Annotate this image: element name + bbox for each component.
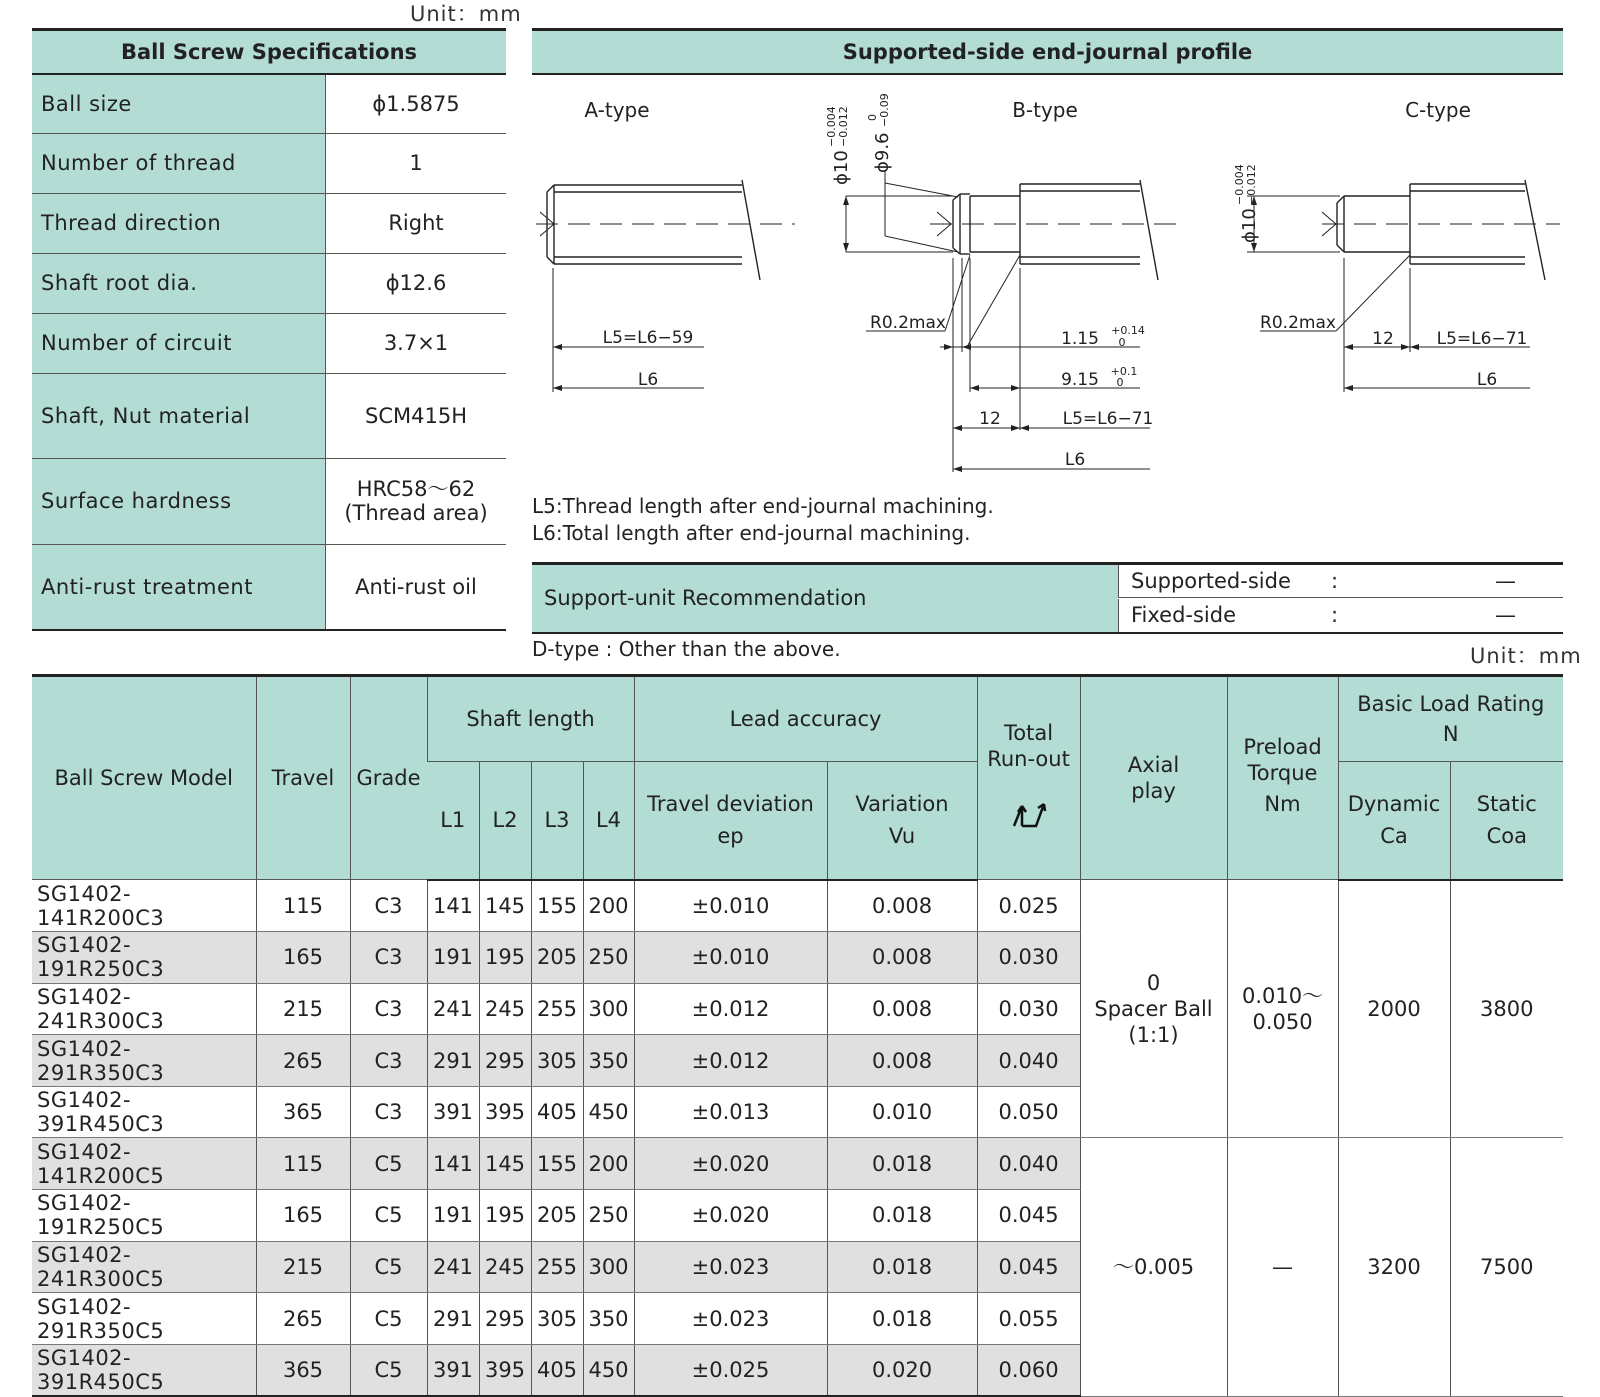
header-shaft-length: Shaft length xyxy=(427,676,634,762)
cell-runout: 0.045 xyxy=(977,1190,1080,1242)
cell-runout: 0.045 xyxy=(977,1241,1080,1293)
b-dim-l5: L5=L6−71 xyxy=(1062,409,1154,429)
cell-ep: ±0.010 xyxy=(634,880,827,932)
cell-runout: 0.030 xyxy=(977,932,1080,984)
header-preload-line: Preload xyxy=(1243,735,1322,759)
header-travel-deviation-symbol: ep xyxy=(717,824,744,849)
table-row xyxy=(32,880,1563,932)
cell-l3: 205 xyxy=(531,932,583,984)
cell-axial-play xyxy=(1080,880,1227,1138)
cell-l3: 255 xyxy=(531,983,583,1035)
b-dim-915-tol-low: 0 xyxy=(1116,376,1124,389)
b-phi96-label: ϕ9.6 xyxy=(872,132,893,173)
c-radius-label: R0.2max xyxy=(1260,313,1336,333)
cell-static-load-line: 3800 xyxy=(1480,996,1534,1021)
cell-model: SG1402-391R450C3 xyxy=(32,1086,256,1138)
header-dynamic xyxy=(1338,762,1450,880)
b-phi10-tol: −0.004 xyxy=(825,106,838,147)
header-variation xyxy=(827,762,977,880)
cell-grade: C3 xyxy=(350,1035,427,1087)
cell-l4: 300 xyxy=(583,983,634,1035)
header-axial-line: Axial xyxy=(1127,753,1180,777)
cell-l4: 300 xyxy=(583,1241,634,1293)
cell-vu: 0.018 xyxy=(827,1138,977,1190)
fixed-side-row xyxy=(1118,599,1563,632)
unit-label-top: Unit：mm xyxy=(410,2,522,26)
cell-l2: 295 xyxy=(479,1035,531,1087)
header-variation-symbol: Vu xyxy=(888,824,916,849)
profile-title: Supported-side end-journal profile xyxy=(532,28,1563,75)
cell-preload-torque xyxy=(1227,880,1338,1138)
c-phi10-tol-low: −0.012 xyxy=(1245,164,1258,205)
cell-l1: 241 xyxy=(427,983,479,1035)
b-dim-915-tol: +0.1 xyxy=(1110,365,1138,378)
cell-travel: 115 xyxy=(256,1138,350,1190)
header-static xyxy=(1450,762,1563,880)
spec-value: SCM415H xyxy=(326,373,507,458)
fixed-side-value: — xyxy=(1495,603,1516,627)
spec-value: 1 xyxy=(326,133,507,193)
cell-runout: 0.060 xyxy=(977,1344,1080,1396)
header-runout-line: Run-out xyxy=(987,747,1070,771)
cell-l2: 195 xyxy=(479,932,531,984)
b-dim-915: 9.15 xyxy=(1061,370,1099,390)
b-dim-115-tol: +0.14 xyxy=(1111,324,1145,337)
b-radius-label: R0.2max xyxy=(870,313,946,333)
cell-grade: C3 xyxy=(350,880,427,932)
cell-l3: 405 xyxy=(531,1344,583,1396)
cell-runout: 0.055 xyxy=(977,1293,1080,1345)
header-travel: Travel xyxy=(256,676,350,880)
cell-l3: 155 xyxy=(531,880,583,932)
cell-l1: 241 xyxy=(427,1241,479,1293)
cell-preload-torque-line: 0.010～ xyxy=(1241,983,1324,1008)
cell-l1: 141 xyxy=(427,1138,479,1190)
cell-dynamic-load xyxy=(1338,1138,1450,1396)
cell-model: SG1402-141R200C5 xyxy=(32,1138,256,1190)
cell-l3: 305 xyxy=(531,1293,583,1345)
header-preload-torque xyxy=(1227,676,1338,880)
cell-grade: C3 xyxy=(350,983,427,1035)
dtype-note: D-type : Other than the above. xyxy=(532,637,841,661)
cell-grade: C5 xyxy=(350,1293,427,1345)
header-total-runout xyxy=(977,676,1080,880)
cell-ep: ±0.010 xyxy=(634,932,827,984)
header-variation-line: Variation xyxy=(855,792,949,817)
header-dynamic-symbol: Ca xyxy=(1380,824,1408,849)
spec-value: ϕ12.6 xyxy=(326,253,507,313)
cell-runout: 0.025 xyxy=(977,880,1080,932)
cell-l1: 391 xyxy=(427,1344,479,1396)
cell-l1: 191 xyxy=(427,932,479,984)
cell-preload-torque-line: — xyxy=(1272,1255,1294,1280)
cell-ep: ±0.020 xyxy=(634,1138,827,1190)
cell-axial-play-line: Spacer Ball xyxy=(1094,996,1213,1021)
cell-vu: 0.020 xyxy=(827,1344,977,1396)
header-axial-play xyxy=(1080,676,1227,880)
b-phi96-tol-low: −0.09 xyxy=(878,93,891,127)
cell-l3: 205 xyxy=(531,1190,583,1242)
spec-table-title: Ball Screw Specifications xyxy=(32,30,506,75)
header-dynamic-line: Dynamic xyxy=(1347,792,1441,817)
cell-preload-torque xyxy=(1227,1138,1338,1396)
spec-label: Shaft root dia. xyxy=(32,253,326,313)
header-travel-deviation-line: Travel deviation xyxy=(647,792,814,817)
cell-static-load xyxy=(1450,880,1563,1138)
cell-l4: 450 xyxy=(583,1344,634,1396)
spec-value: Anti-rust oil xyxy=(326,544,507,630)
cell-l2: 245 xyxy=(479,1241,531,1293)
cell-l1: 141 xyxy=(427,880,479,932)
spec-value: 3.7×1 xyxy=(326,313,507,373)
note-l6: L6:Total length after end-journal machining. xyxy=(532,521,971,545)
c-dim-12: 12 xyxy=(1372,329,1394,349)
cell-l2: 395 xyxy=(479,1086,531,1138)
a-type-shaft xyxy=(536,180,795,392)
support-unit-label: Support-unit Recommendation xyxy=(532,565,1118,632)
header-preload-unit: Nm xyxy=(1264,792,1301,816)
cell-l4: 250 xyxy=(583,932,634,984)
cell-vu: 0.008 xyxy=(827,880,977,932)
header-l3: L3 xyxy=(531,762,583,880)
header-runout-line: Total xyxy=(1003,721,1054,745)
b-dim-12: 12 xyxy=(979,409,1001,429)
cell-travel: 265 xyxy=(256,1035,350,1087)
header-l2: L2 xyxy=(479,762,531,880)
b-type-label: B-type xyxy=(1012,98,1078,122)
spec-value-line: HRC58～62 xyxy=(356,477,476,501)
header-lead-accuracy: Lead accuracy xyxy=(634,676,977,762)
cell-grade: C3 xyxy=(350,932,427,984)
cell-travel: 115 xyxy=(256,880,350,932)
cell-ep: ±0.020 xyxy=(634,1190,827,1242)
c-phi10-tol: −0.004 xyxy=(1233,164,1246,205)
c-type-label: C-type xyxy=(1405,98,1471,122)
header-static-symbol: Coa xyxy=(1486,824,1527,849)
cell-grade: C3 xyxy=(350,1086,427,1138)
spec-label: Surface hardness xyxy=(32,458,326,544)
cell-l4: 250 xyxy=(583,1190,634,1242)
cell-vu: 0.018 xyxy=(827,1241,977,1293)
header-axial-line: play xyxy=(1131,779,1176,803)
c-phi10-label: ϕ10 xyxy=(1239,208,1260,243)
cell-dynamic-load-line: 2000 xyxy=(1367,996,1421,1021)
header-static-line: Static xyxy=(1476,792,1537,817)
cell-dynamic-load xyxy=(1338,880,1450,1138)
spec-value-line: (Thread area) xyxy=(344,501,488,525)
cell-runout: 0.040 xyxy=(977,1035,1080,1087)
cell-model: SG1402-291R350C5 xyxy=(32,1293,256,1345)
spec-value: ϕ1.5875 xyxy=(326,74,507,133)
spec-label: Number of circuit xyxy=(32,313,326,373)
cell-grade: C5 xyxy=(350,1190,427,1242)
cell-vu: 0.008 xyxy=(827,1035,977,1087)
cell-l2: 245 xyxy=(479,983,531,1035)
cell-static-load xyxy=(1450,1138,1563,1396)
cell-ep: ±0.012 xyxy=(634,1035,827,1087)
header-l1: L1 xyxy=(427,762,479,880)
cell-l2: 145 xyxy=(479,1138,531,1190)
c-type-shaft xyxy=(1247,180,1560,392)
fixed-side-label: Fixed-side xyxy=(1131,603,1237,627)
spec-label: Thread direction xyxy=(32,193,326,253)
cell-vu: 0.018 xyxy=(827,1293,977,1345)
cell-travel: 365 xyxy=(256,1086,350,1138)
cell-vu: 0.018 xyxy=(827,1190,977,1242)
spec-value: Right xyxy=(326,193,507,253)
cell-l4: 350 xyxy=(583,1035,634,1087)
cell-travel: 215 xyxy=(256,1241,350,1293)
a-type-label: A-type xyxy=(584,98,650,122)
spec-label: Ball size xyxy=(32,74,326,133)
a-dim-l5: L5=L6−59 xyxy=(602,328,694,348)
cell-runout: 0.050 xyxy=(977,1086,1080,1138)
cell-travel: 165 xyxy=(256,1190,350,1242)
cell-runout: 0.030 xyxy=(977,983,1080,1035)
header-basic-load-rating xyxy=(1338,676,1563,762)
cell-model: SG1402-291R350C3 xyxy=(32,1035,256,1087)
cell-dynamic-load-line: 3200 xyxy=(1367,1255,1421,1280)
fixed-side-colon: : xyxy=(1331,603,1339,627)
cell-model: SG1402-191R250C3 xyxy=(32,932,256,984)
cell-grade: C5 xyxy=(350,1241,427,1293)
cell-l2: 395 xyxy=(479,1344,531,1396)
cell-vu: 0.008 xyxy=(827,983,977,1035)
header-travel-deviation xyxy=(634,762,827,880)
cell-model: SG1402-391R450C5 xyxy=(32,1344,256,1396)
cell-vu: 0.008 xyxy=(827,932,977,984)
cell-l3: 305 xyxy=(531,1035,583,1087)
cell-axial-play-line: (1:1) xyxy=(1128,1022,1179,1047)
header-load-line: Basic Load Rating xyxy=(1357,692,1545,716)
cell-preload-torque-line: 0.050 xyxy=(1252,1009,1313,1034)
cell-axial-play-line: ～0.005 xyxy=(1112,1255,1195,1280)
a-dim-l6: L6 xyxy=(637,370,659,390)
c-dim-l6: L6 xyxy=(1476,370,1498,390)
b-phi10-tol-low: −0.012 xyxy=(837,106,850,147)
cell-ep: ±0.023 xyxy=(634,1293,827,1345)
header-l4: L4 xyxy=(583,762,634,880)
cell-l1: 291 xyxy=(427,1035,479,1087)
c-dim-l5: L5=L6−71 xyxy=(1436,329,1528,349)
b-phi96-tol: 0 xyxy=(866,114,879,121)
b-phi10-label: ϕ10 xyxy=(831,150,852,185)
supported-side-label: Supported-side xyxy=(1131,569,1291,593)
cell-l4: 350 xyxy=(583,1293,634,1345)
cell-travel: 265 xyxy=(256,1293,350,1345)
table-row xyxy=(32,1138,1563,1190)
cell-grade: C5 xyxy=(350,1138,427,1190)
cell-travel: 165 xyxy=(256,932,350,984)
header-load-unit: N xyxy=(1442,722,1459,746)
cell-l2: 295 xyxy=(479,1293,531,1345)
cell-static-load-line: 7500 xyxy=(1480,1255,1534,1280)
supported-side-row xyxy=(1118,565,1563,598)
header-preload-line: Torque xyxy=(1247,761,1318,785)
cell-grade: C5 xyxy=(350,1344,427,1396)
cell-l1: 291 xyxy=(427,1293,479,1345)
runout-symbol-icon xyxy=(1011,798,1047,830)
cell-axial-play-line: 0 xyxy=(1146,970,1161,995)
spec-label: Anti-rust treatment xyxy=(32,544,326,630)
journal-profile-drawing xyxy=(0,0,1600,560)
cell-runout: 0.040 xyxy=(977,1138,1080,1190)
note-l5: L5:Thread length after end-journal machining. xyxy=(532,494,994,518)
cell-ep: ±0.025 xyxy=(634,1344,827,1396)
cell-model: SG1402-141R200C3 xyxy=(32,880,256,932)
header-model: Ball Screw Model xyxy=(32,676,256,880)
cell-model: SG1402-241R300C3 xyxy=(32,983,256,1035)
ball-screw-model-table xyxy=(32,674,1563,1397)
support-unit-box xyxy=(532,562,1563,634)
cell-l4: 200 xyxy=(583,1138,634,1190)
cell-l4: 200 xyxy=(583,880,634,932)
cell-model: SG1402-191R250C5 xyxy=(32,1190,256,1242)
cell-ep: ±0.023 xyxy=(634,1241,827,1293)
cell-l3: 155 xyxy=(531,1138,583,1190)
cell-l1: 191 xyxy=(427,1190,479,1242)
spec-label: Number of thread xyxy=(32,133,326,193)
unit-label-bottom: Unit：mm xyxy=(1470,644,1582,668)
cell-l3: 255 xyxy=(531,1241,583,1293)
header-grade: Grade xyxy=(350,676,427,880)
cell-model: SG1402-241R300C5 xyxy=(32,1241,256,1293)
cell-travel: 215 xyxy=(256,983,350,1035)
b-dim-l6: L6 xyxy=(1064,450,1086,470)
cell-l2: 195 xyxy=(479,1190,531,1242)
cell-axial-play xyxy=(1080,1138,1227,1396)
cell-l3: 405 xyxy=(531,1086,583,1138)
supported-side-colon: : xyxy=(1331,569,1339,593)
cell-l2: 145 xyxy=(479,880,531,932)
b-dim-115-tol-low: 0 xyxy=(1118,336,1126,349)
cell-ep: ±0.012 xyxy=(634,983,827,1035)
cell-vu: 0.010 xyxy=(827,1086,977,1138)
b-dim-115: 1.15 xyxy=(1061,329,1099,349)
spec-label: Shaft, Nut material xyxy=(32,373,326,458)
cell-ep: ±0.013 xyxy=(634,1086,827,1138)
supported-side-value: — xyxy=(1495,569,1516,593)
cell-l1: 391 xyxy=(427,1086,479,1138)
cell-travel: 365 xyxy=(256,1344,350,1396)
cell-l4: 450 xyxy=(583,1086,634,1138)
